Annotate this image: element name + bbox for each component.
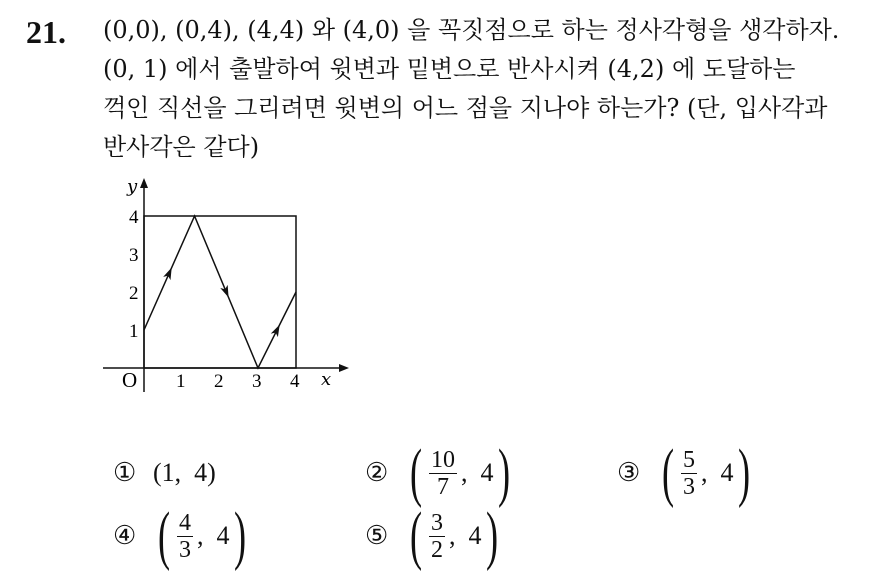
fraction xyxy=(429,510,445,563)
choice-marker: ⑤ xyxy=(365,521,389,550)
y-axis-arrow-icon xyxy=(140,178,148,188)
question-line: (0, 1) 에서 출발하여 윗변과 밑변으로 반사시켜 (4,2) 에 도달하는 xyxy=(103,55,796,83)
choice-marker: ① xyxy=(113,458,137,487)
square-outline xyxy=(144,216,296,368)
denominator: 3 xyxy=(178,536,191,563)
numerator: 4 xyxy=(178,509,191,536)
choice-2[interactable] xyxy=(365,436,515,509)
close-paren: ) xyxy=(498,436,511,509)
choice-rest: , 4 xyxy=(460,458,494,487)
numerator: 5 xyxy=(682,446,695,473)
choice-3[interactable] xyxy=(617,436,755,509)
y-tick-label: 4 xyxy=(129,207,139,228)
open-paren: ( xyxy=(157,499,171,572)
reflection-diagram xyxy=(95,170,355,400)
denominator: 7 xyxy=(436,473,449,500)
choice-rest: , 4 xyxy=(196,521,230,550)
x-tick-label: 4 xyxy=(290,371,300,392)
choice-rest: , 4 xyxy=(700,458,734,487)
choice-marker: ② xyxy=(365,458,389,487)
y-tick-label: 3 xyxy=(129,245,139,266)
origin-label: O xyxy=(122,368,138,392)
x-axis-arrow-icon xyxy=(339,364,349,372)
choice-5[interactable] xyxy=(365,499,503,572)
denominator: 2 xyxy=(430,536,443,563)
open-paren: ( xyxy=(661,436,675,509)
choice-rest: , 4 xyxy=(448,521,482,550)
direction-arrow-icon xyxy=(220,285,232,299)
choice-marker: ③ xyxy=(617,458,641,487)
open-paren: ( xyxy=(409,436,423,509)
question-line: (0,0), (0,4), (4,4) 와 (4,0) 을 꼭짓점으로 하는 정사각형을 생각하자. xyxy=(103,16,840,44)
direction-arrow-icon xyxy=(163,266,175,280)
y-tick-label: 2 xyxy=(129,283,139,304)
x-axis-label: x xyxy=(321,369,332,390)
question-line: 꺽인 직선을 그리려면 윗변의 어느 점을 지나야 하는가? (단, 입사각과 xyxy=(103,94,828,122)
numerator: 10 xyxy=(430,446,455,473)
numerator: 3 xyxy=(430,509,443,536)
direction-arrow-icon xyxy=(271,323,284,337)
close-paren: ) xyxy=(486,499,499,572)
fraction xyxy=(177,510,193,563)
question-line: 반사각은 같다) xyxy=(103,133,260,161)
question-number: 21. xyxy=(26,14,66,50)
close-paren: ) xyxy=(234,499,247,572)
fraction xyxy=(681,447,697,500)
choice-value: (1, 4) xyxy=(153,458,216,487)
y-tick-label: 1 xyxy=(129,321,139,342)
question-text xyxy=(103,11,873,167)
open-paren: ( xyxy=(409,499,423,572)
reflection-path xyxy=(144,216,296,368)
close-paren: ) xyxy=(738,436,751,509)
x-tick-label: 1 xyxy=(176,371,186,392)
fraction xyxy=(429,447,457,500)
y-axis-label: y xyxy=(127,176,138,197)
choice-1[interactable] xyxy=(113,443,216,503)
x-tick-label: 3 xyxy=(252,371,262,392)
choice-marker: ④ xyxy=(113,521,137,550)
denominator: 3 xyxy=(682,473,695,500)
choice-4[interactable] xyxy=(113,499,251,572)
x-tick-label: 2 xyxy=(214,371,224,392)
